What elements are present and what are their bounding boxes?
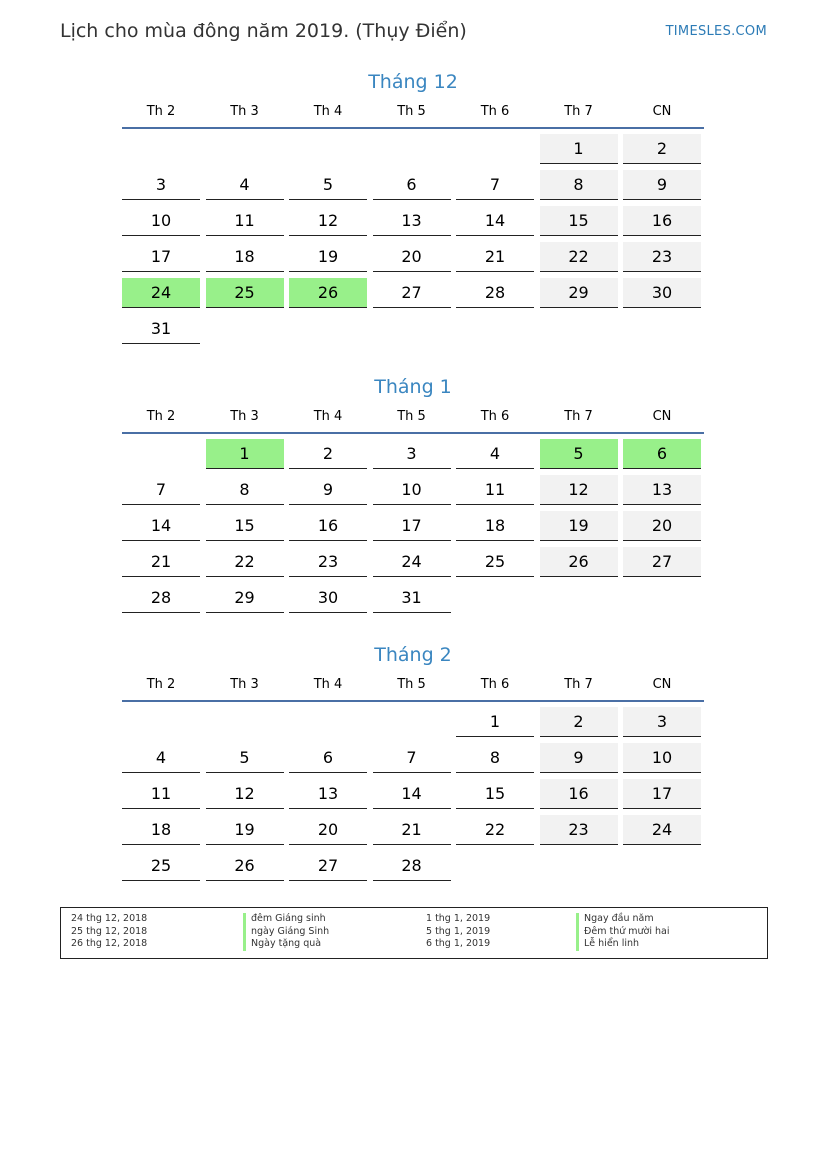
weekday-label: CN	[652, 104, 672, 119]
day-cell[interactable]: 28	[456, 278, 534, 308]
day-cell[interactable]: 25	[456, 547, 534, 577]
day-cell[interactable]: 3	[373, 439, 451, 469]
day-cell[interactable]: 29	[206, 583, 284, 613]
empty-cell	[206, 707, 284, 736]
empty-cell	[373, 707, 451, 736]
legend-holiday-name: Lễ hiển linh	[576, 938, 670, 951]
weekday-label: Th 7	[564, 104, 593, 119]
day-cell[interactable]: 23	[289, 547, 367, 577]
day-cell[interactable]: 14	[122, 511, 200, 541]
day-cell[interactable]: 20	[623, 511, 701, 541]
page-title: Lịch cho mùa đông năm 2019. (Thụy Điển)	[60, 20, 467, 42]
weekday-label: Th 5	[397, 104, 426, 119]
empty-cell	[373, 134, 451, 163]
weekday-label: Th 6	[480, 677, 510, 692]
day-cell[interactable]: 15	[456, 779, 534, 809]
day-cell[interactable]: 11	[206, 206, 284, 236]
weekday-label: Th 2	[146, 677, 176, 692]
day-cell[interactable]: 8	[540, 170, 618, 200]
day-cell[interactable]: 31	[122, 314, 200, 344]
day-cell[interactable]: 21	[456, 242, 534, 272]
day-cell[interactable]: 24	[373, 547, 451, 577]
legend-dates-left	[71, 913, 147, 951]
day-cell[interactable]: 20	[373, 242, 451, 272]
weekday-label: Th 5	[397, 409, 426, 424]
legend-date: 25 thg 12, 2018	[71, 925, 148, 937]
day-cell[interactable]: 3	[122, 170, 200, 200]
day-cell[interactable]: 13	[289, 779, 367, 809]
month-title: Tháng 12	[368, 71, 458, 93]
weekday-label: Th 4	[313, 104, 343, 119]
weekday-header	[122, 677, 704, 702]
weekday-label: Th 5	[397, 677, 426, 692]
day-cell[interactable]: 16	[540, 779, 618, 809]
day-cell[interactable]: 26	[206, 851, 284, 881]
day-cell[interactable]: 7	[122, 475, 200, 505]
day-cell[interactable]: 15	[206, 511, 284, 541]
empty-cell	[122, 707, 200, 736]
day-cell[interactable]: 1	[206, 439, 284, 469]
brand-link[interactable]: TIMESLES.COM	[665, 24, 767, 39]
day-cell[interactable]: 24	[122, 278, 200, 308]
empty-cell	[206, 134, 284, 163]
day-cell[interactable]: 25	[206, 278, 284, 308]
day-cell[interactable]: 12	[206, 779, 284, 809]
weekday-label: Th 3	[230, 409, 259, 424]
legend-date: 5 thg 1, 2019	[426, 925, 491, 937]
day-cell[interactable]: 12	[289, 206, 367, 236]
day-cell[interactable]: 19	[540, 511, 618, 541]
day-cell[interactable]: 1	[540, 134, 618, 164]
day-cell[interactable]: 8	[206, 475, 284, 505]
day-grid	[122, 439, 704, 613]
day-grid	[122, 707, 704, 881]
weekday-label: Th 3	[230, 104, 259, 119]
weekday-label: Th 3	[230, 677, 259, 692]
day-cell[interactable]: 4	[206, 170, 284, 200]
day-cell[interactable]: 18	[456, 511, 534, 541]
month-title: Tháng 1	[374, 376, 452, 398]
day-cell[interactable]: 7	[373, 743, 451, 773]
legend-holiday-name: Đêm thứ mười hai	[576, 926, 670, 939]
day-cell[interactable]: 24	[623, 815, 701, 845]
weekday-header	[122, 104, 704, 129]
day-cell[interactable]: 21	[122, 547, 200, 577]
legend-date: 26 thg 12, 2018	[71, 938, 148, 949]
day-cell[interactable]: 28	[122, 583, 200, 613]
weekday-label: Th 4	[313, 409, 343, 424]
day-cell[interactable]: 4	[456, 439, 534, 469]
day-cell[interactable]: 2	[623, 134, 701, 164]
weekday-label: Th 4	[313, 677, 343, 692]
weekday-label: Th 7	[564, 409, 593, 424]
day-cell[interactable]: 26	[289, 278, 367, 308]
day-cell[interactable]: 5	[206, 743, 284, 773]
day-cell[interactable]: 27	[373, 278, 451, 308]
legend-date: 6 thg 1, 2019	[426, 938, 491, 949]
day-cell[interactable]: 5	[540, 439, 618, 469]
day-cell[interactable]: 23	[540, 815, 618, 845]
day-cell[interactable]: 27	[289, 851, 367, 881]
day-cell[interactable]: 20	[289, 815, 367, 845]
weekday-header	[122, 409, 704, 434]
day-cell[interactable]: 31	[373, 583, 451, 613]
empty-cell	[456, 134, 534, 163]
legend-holiday-name: đêm Giáng sinh	[243, 913, 329, 926]
day-cell[interactable]: 30	[289, 583, 367, 613]
weekday-label: Th 2	[146, 104, 176, 119]
empty-cell	[122, 439, 200, 468]
day-cell[interactable]: 22	[456, 815, 534, 845]
day-cell[interactable]: 9	[623, 170, 701, 200]
month-january	[122, 373, 704, 613]
day-cell[interactable]: 2	[540, 707, 618, 737]
day-cell[interactable]: 21	[373, 815, 451, 845]
holiday-legend	[60, 907, 768, 959]
weekday-label: Th 6	[480, 104, 510, 119]
empty-cell	[289, 707, 367, 736]
day-cell[interactable]: 14	[373, 779, 451, 809]
day-cell[interactable]: 29	[540, 278, 618, 308]
day-cell[interactable]: 18	[122, 815, 200, 845]
day-cell[interactable]: 4	[122, 743, 200, 773]
day-cell[interactable]: 11	[122, 779, 200, 809]
day-grid	[122, 134, 704, 344]
day-cell[interactable]: 15	[540, 206, 618, 236]
month-february	[122, 641, 704, 881]
legend-holiday-name: ngày Giáng Sinh	[243, 926, 329, 939]
weekday-label: Th 6	[480, 409, 510, 424]
day-cell[interactable]: 23	[623, 242, 701, 272]
day-cell[interactable]: 6	[289, 743, 367, 773]
legend-holiday-name: Ngày tặng quà	[243, 938, 329, 951]
day-cell[interactable]: 16	[623, 206, 701, 236]
day-cell[interactable]: 9	[289, 475, 367, 505]
day-cell[interactable]: 6	[373, 170, 451, 200]
day-cell[interactable]: 7	[456, 170, 534, 200]
day-cell[interactable]: 10	[373, 475, 451, 505]
weekday-label: CN	[652, 677, 672, 692]
day-cell[interactable]: 14	[456, 206, 534, 236]
day-cell[interactable]: 3	[623, 707, 701, 737]
weekday-label: CN	[652, 409, 672, 424]
day-cell[interactable]: 30	[623, 278, 701, 308]
day-cell[interactable]: 8	[456, 743, 534, 773]
month-december	[122, 68, 704, 344]
day-cell[interactable]: 12	[540, 475, 618, 505]
empty-cell	[289, 134, 367, 163]
day-cell[interactable]: 11	[456, 475, 534, 505]
legend-names-right	[576, 913, 670, 951]
day-cell[interactable]: 5	[289, 170, 367, 200]
day-cell[interactable]: 16	[289, 511, 367, 541]
month-title: Tháng 2	[374, 644, 452, 666]
legend-date: 1 thg 1, 2019	[426, 913, 491, 924]
weekday-label: Th 7	[564, 677, 593, 692]
day-cell[interactable]: 18	[206, 242, 284, 272]
day-cell[interactable]: 22	[540, 242, 618, 272]
day-cell[interactable]: 17	[373, 511, 451, 541]
day-cell[interactable]: 13	[373, 206, 451, 236]
day-cell[interactable]: 9	[540, 743, 618, 773]
day-cell[interactable]: 19	[206, 815, 284, 845]
day-cell[interactable]: 19	[289, 242, 367, 272]
empty-cell	[122, 134, 200, 163]
day-cell[interactable]: 6	[623, 439, 701, 469]
day-cell[interactable]: 25	[122, 851, 200, 881]
legend-holiday-name: Ngay đầu năm	[576, 913, 670, 926]
weekday-label: Th 2	[146, 409, 176, 424]
legend-date: 24 thg 12, 2018	[71, 913, 148, 924]
day-cell[interactable]: 17	[623, 779, 701, 809]
day-cell[interactable]: 22	[206, 547, 284, 577]
day-cell[interactable]: 26	[540, 547, 618, 577]
day-cell[interactable]: 10	[623, 743, 701, 773]
day-cell[interactable]: 27	[623, 547, 701, 577]
legend-names-left	[243, 913, 329, 951]
day-cell[interactable]: 28	[373, 851, 451, 881]
day-cell[interactable]: 10	[122, 206, 200, 236]
day-cell[interactable]: 1	[456, 707, 534, 737]
day-cell[interactable]: 2	[289, 439, 367, 469]
day-cell[interactable]: 13	[623, 475, 701, 505]
day-cell[interactable]: 17	[122, 242, 200, 272]
legend-dates-right	[426, 913, 490, 951]
